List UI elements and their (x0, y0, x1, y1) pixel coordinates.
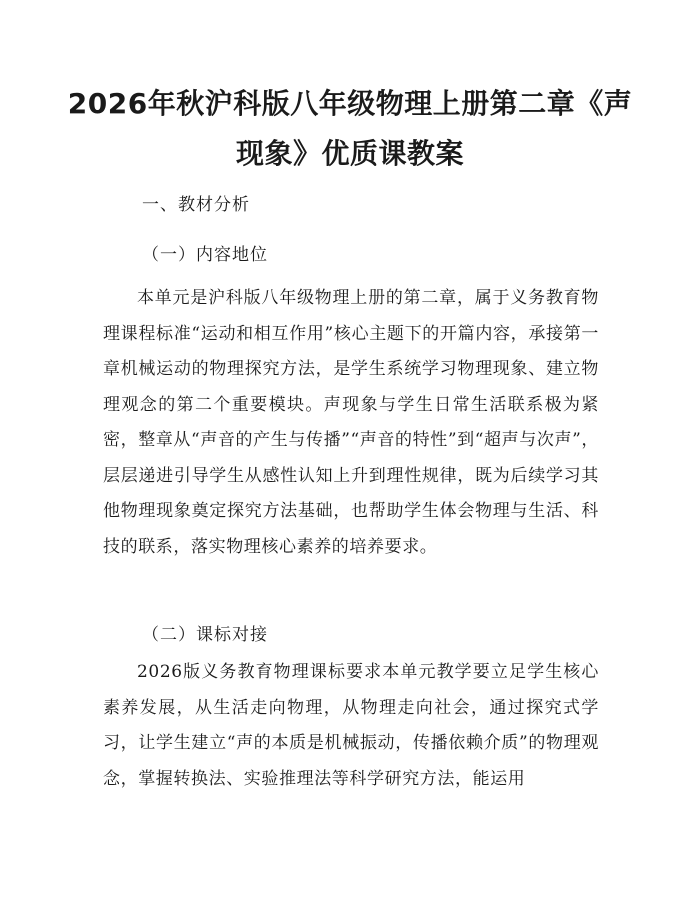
subsection-heading-curriculum-standard: （二）课标对接 (142, 625, 268, 645)
document-title-line-2: 现象》优质课教案 (235, 137, 464, 170)
paragraph-content-position: 本单元是沪科版八年级物理上册的第二章，属于义务教育物理课程标准“运动和相互作用”核心主题下的开篇内容，承接第一章机械运动的物理探究方法，是学生系统学习物理现象、建立物理观念的第二个重要模块。声现象与学生日常生活联系极为紧密，整章从“声音的产生与传播”“声音的特性”到“超声与次声”，层层递进引导学生从感性认知上升到理性规律，既为后续学习其他物理现象奠定探究方法基础，也帮助学生体会物理与生活、科技的联系，落实物理核心素养的培养要求。 (103, 288, 599, 557)
document-title-line-1: 2026年秋沪科版八年级物理上册第二章《声 (67, 87, 633, 120)
subsection-heading-content-position: （一）内容地位 (142, 245, 268, 265)
paragraph-curriculum-standard: 2026版义务教育物理课标要求本单元教学要立足学生核心素养发展，从生活走向物理，从物理走向社会，通过探究式学习，让学生建立“声的本质是机械振动，传播依赖介质”的物理观念，掌握转换法、实验推理法等科学研究方法，能运用 (103, 662, 599, 789)
section-heading-teaching-material-analysis: 一、教材分析 (142, 195, 250, 215)
